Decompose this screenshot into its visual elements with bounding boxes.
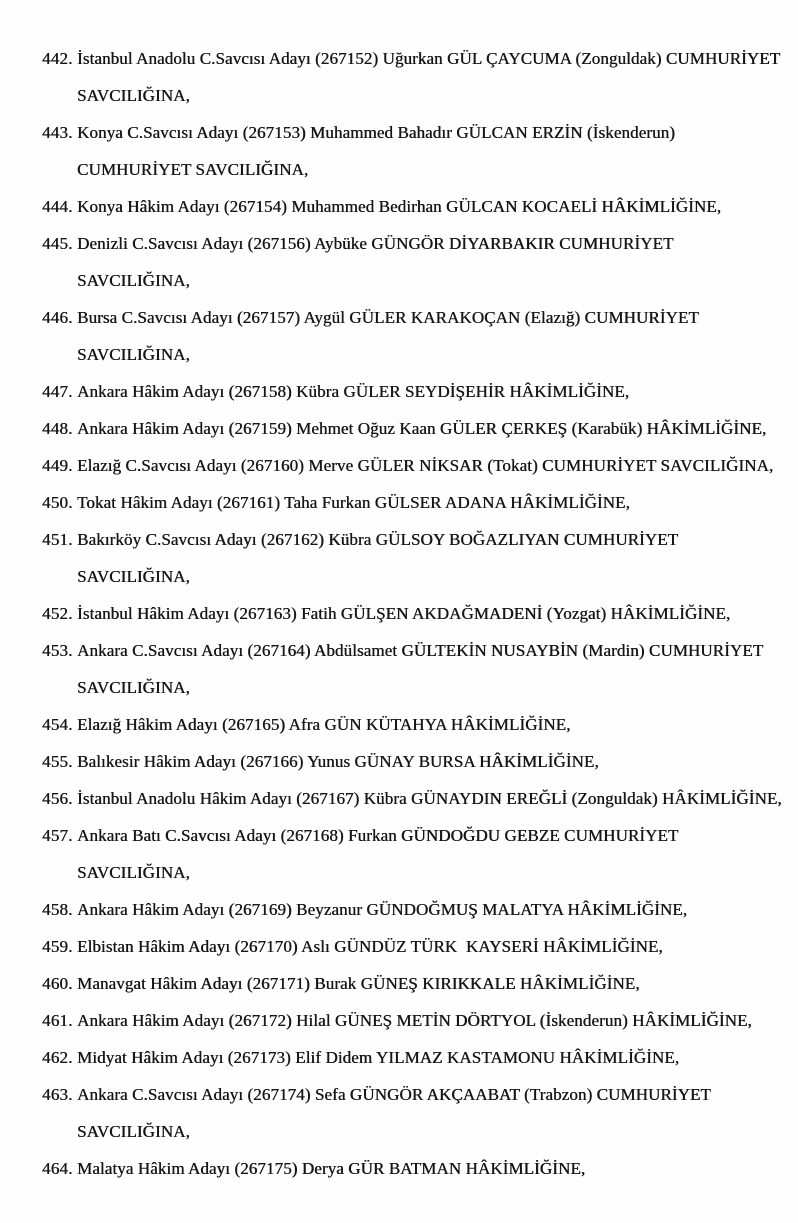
list-item (42, 299, 780, 373)
item-text-line: Midyat Hâkim Adayı (267173) Elif Didem YILMAZ KASTAMONU HÂKİMLİĞİNE, (77, 1048, 680, 1067)
item-number: 454. (42, 715, 73, 734)
item-number: 442. (42, 49, 73, 68)
item-number: 464. (42, 1159, 73, 1178)
item-number: 458. (42, 900, 73, 919)
item-number: 453. (42, 641, 73, 660)
list-item (42, 521, 780, 595)
item-text-line: İstanbul Anadolu C.Savcısı Adayı (267152) Uğurkan GÜL ÇAYCUMA (Zonguldak) CUMHURİYET (77, 49, 781, 68)
appointment-list (42, 40, 780, 1187)
list-item (42, 632, 780, 706)
item-text-line: İstanbul Anadolu Hâkim Adayı (267167) Kübra GÜNAYDIN EREĞLİ (Zonguldak) HÂKİMLİĞİNE, (77, 789, 782, 808)
item-text-line: SAVCILIĞINA, (77, 86, 190, 105)
item-text-line: Ankara Hâkim Adayı (267169) Beyzanur GÜNDOĞMUŞ MALATYA HÂKİMLİĞİNE, (77, 900, 688, 919)
list-item (42, 891, 780, 928)
item-text-line: Ankara Hâkim Adayı (267158) Kübra GÜLER SEYDİŞEHİR HÂKİMLİĞİNE, (77, 382, 630, 401)
item-text-line: Ankara Batı C.Savcısı Adayı (267168) Furkan GÜNDOĞDU GEBZE CUMHURİYET (77, 826, 679, 845)
item-text-line: SAVCILIĞINA, (77, 271, 190, 290)
item-text-line: Elazığ C.Savcısı Adayı (267160) Merve GÜLER NİKSAR (Tokat) CUMHURİYET SAVCILIĞINA, (77, 456, 774, 475)
item-number: 462. (42, 1048, 73, 1067)
item-text-line: Konya C.Savcısı Adayı (267153) Muhammed Bahadır GÜLCAN ERZİN (İskenderun) (77, 123, 675, 142)
item-text-line: Malatya Hâkim Adayı (267175) Derya GÜR BATMAN HÂKİMLİĞİNE, (77, 1159, 586, 1178)
list-item (42, 373, 780, 410)
item-text-line: Ankara Hâkim Adayı (267172) Hilal GÜNEŞ METİN DÖRTYOL (İskenderun) HÂKİMLİĞİNE, (77, 1011, 752, 1030)
item-number: 461. (42, 1011, 73, 1030)
list-item (42, 817, 780, 891)
item-text-line: SAVCILIĞINA, (77, 863, 190, 882)
item-number: 450. (42, 493, 73, 512)
item-number: 444. (42, 197, 73, 216)
item-text-line: Tokat Hâkim Adayı (267161) Taha Furkan GÜLSER ADANA HÂKİMLİĞİNE, (77, 493, 630, 512)
item-text-line: Ankara C.Savcısı Adayı (267164) Abdülsamet GÜLTEKİN NUSAYBİN (Mardin) CUMHURİYET (77, 641, 764, 660)
item-text-line: SAVCILIĞINA, (77, 567, 190, 586)
list-item (42, 1002, 780, 1039)
item-text-line: Elbistan Hâkim Adayı (267170) Aslı GÜNDÜZ TÜRK KAYSERİ HÂKİMLİĞİNE, (77, 937, 663, 956)
item-text-line: Elazığ Hâkim Adayı (267165) Afra GÜN KÜTAHYA HÂKİMLİĞİNE, (77, 715, 571, 734)
item-number: 448. (42, 419, 73, 438)
item-text-line: Ankara Hâkim Adayı (267159) Mehmet Oğuz Kaan GÜLER ÇERKEŞ (Karabük) HÂKİMLİĞİNE, (77, 419, 767, 438)
list-item (42, 928, 780, 965)
item-number: 455. (42, 752, 73, 771)
item-number: 451. (42, 530, 73, 549)
item-number: 446. (42, 308, 73, 327)
item-text-line: Denizli C.Savcısı Adayı (267156) Aybüke GÜNGÖR DİYARBAKIR CUMHURİYET (77, 234, 674, 253)
item-number: 457. (42, 826, 73, 845)
item-number: 445. (42, 234, 73, 253)
list-item (42, 188, 780, 225)
item-number: 456. (42, 789, 73, 808)
item-text-line: Bakırköy C.Savcısı Adayı (267162) Kübra GÜLSOY BOĞAZLIYAN CUMHURİYET (77, 530, 679, 549)
list-item (42, 447, 780, 484)
list-item (42, 410, 780, 447)
item-text-line: SAVCILIĞINA, (77, 345, 190, 364)
item-number: 460. (42, 974, 73, 993)
item-number: 459. (42, 937, 73, 956)
list-item (42, 1150, 780, 1187)
item-text-line: CUMHURİYET SAVCILIĞINA, (77, 160, 309, 179)
item-text-line: İstanbul Hâkim Adayı (267163) Fatih GÜLŞEN AKDAĞMADENİ (Yozgat) HÂKİMLİĞİNE, (77, 604, 731, 623)
list-item (42, 595, 780, 632)
list-item (42, 484, 780, 521)
list-item (42, 965, 780, 1002)
item-text-line: SAVCILIĞINA, (77, 1122, 190, 1141)
item-text-line: Bursa C.Savcısı Adayı (267157) Aygül GÜLER KARAKOÇAN (Elazığ) CUMHURİYET (77, 308, 699, 327)
item-text-line: Ankara C.Savcısı Adayı (267174) Sefa GÜNGÖR AKÇAABAT (Trabzon) CUMHURİYET (77, 1085, 711, 1104)
item-text-line: Balıkesir Hâkim Adayı (267166) Yunus GÜNAY BURSA HÂKİMLİĞİNE, (77, 752, 599, 771)
item-number: 463. (42, 1085, 73, 1104)
item-number: 449. (42, 456, 73, 475)
item-text-line: SAVCILIĞINA, (77, 678, 190, 697)
item-number: 447. (42, 382, 73, 401)
list-item (42, 225, 780, 299)
item-text-line: Konya Hâkim Adayı (267154) Muhammed Bedirhan GÜLCAN KOCAELİ HÂKİMLİĞİNE, (77, 197, 722, 216)
list-item (42, 114, 780, 188)
list-item (42, 40, 780, 114)
list-item (42, 1039, 780, 1076)
list-item (42, 706, 780, 743)
list-item (42, 780, 780, 817)
list-item (42, 743, 780, 780)
list-item (42, 1076, 780, 1150)
item-number: 443. (42, 123, 73, 142)
item-text-line: Manavgat Hâkim Adayı (267171) Burak GÜNEŞ KIRIKKALE HÂKİMLİĞİNE, (77, 974, 640, 993)
item-number: 452. (42, 604, 73, 623)
